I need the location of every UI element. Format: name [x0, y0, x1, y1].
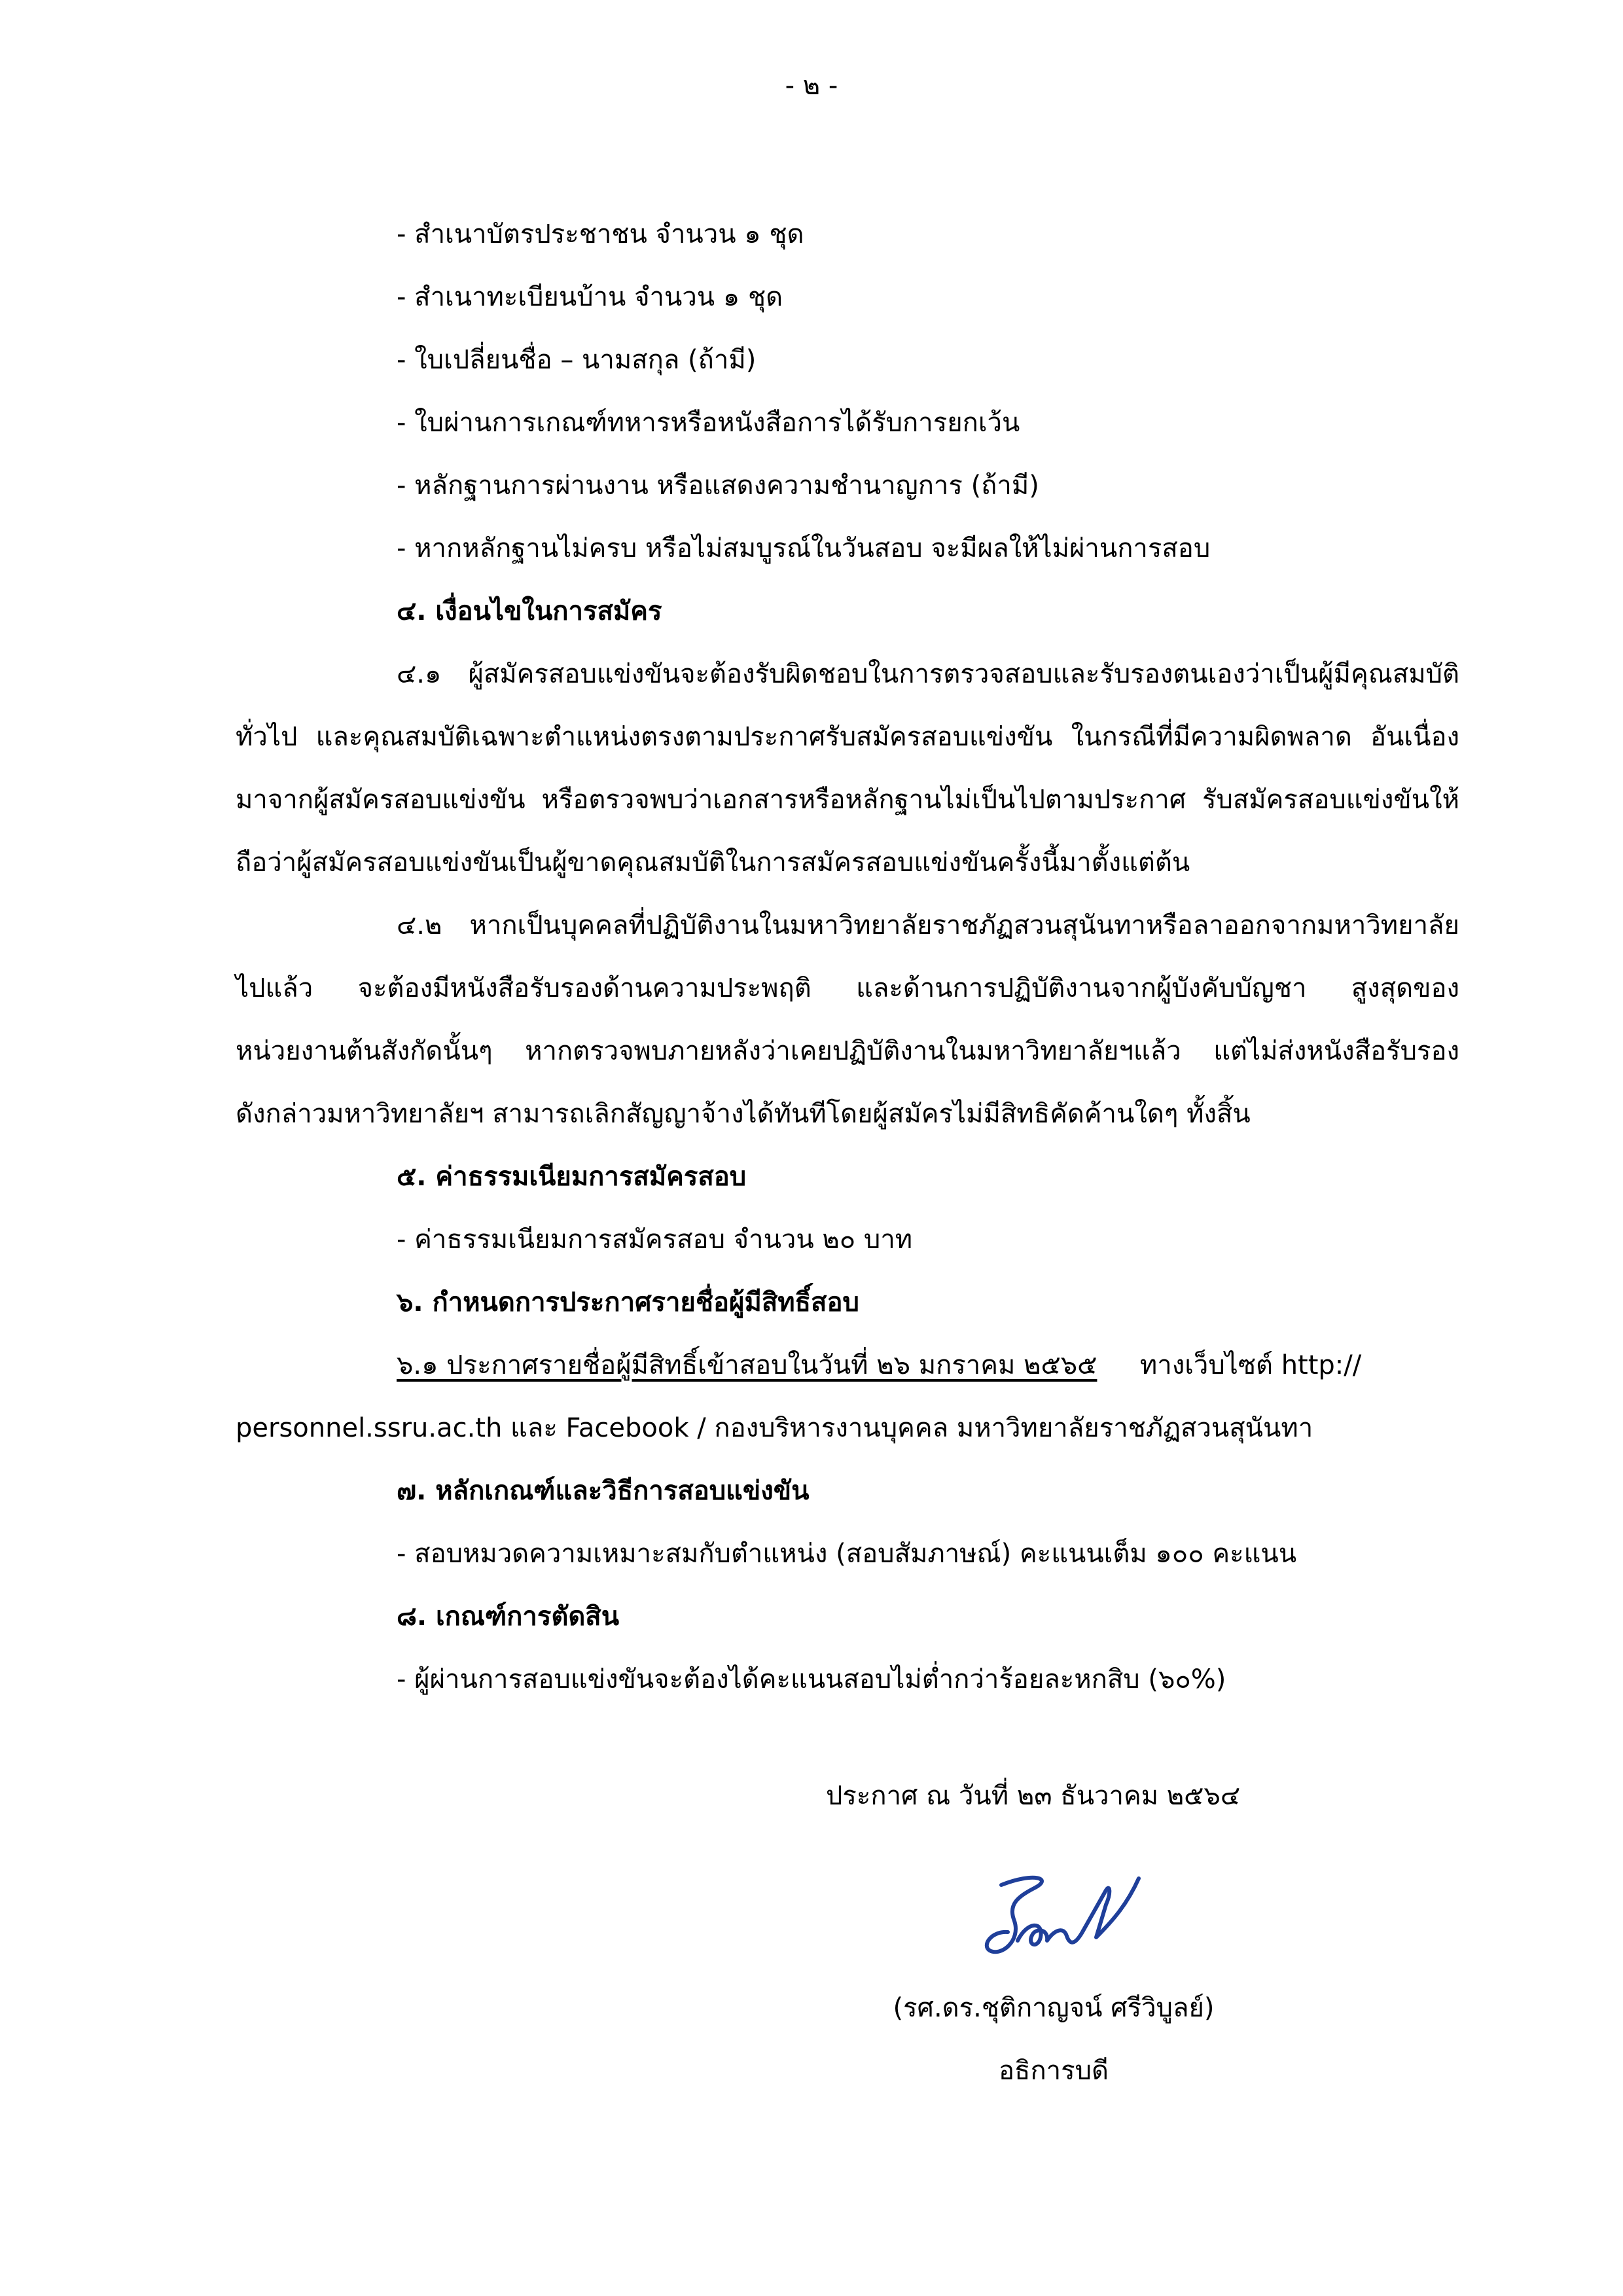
section-6-1-line-1: [397, 1347, 1361, 1384]
website-prefix: ทางเว็บไซต์ http://: [1139, 1350, 1362, 1380]
section-4-2-line-4: ดังกล่าวมหาวิทยาลัยฯ สามารถเลิกสัญญาจ้างได้ทันทีโดยผู้สมัครไม่มีสิทธิคัดค้านใดๆ ทั้งสิ้น: [236, 1099, 1251, 1129]
section-6-1-line-2: personnel.ssru.ac.th และ Facebook / กองบริหารงานบุคคล มหาวิทยาลัยราชภัฏสวนสุนันทา: [236, 1413, 1313, 1443]
section-6-heading: ๖. กำหนดการประกาศรายชื่อผู้มีสิทธิ์สอบ: [397, 1287, 859, 1318]
section-4-2-line-1: ๔.๒ หากเป็นบุคคลที่ปฏิบัติงานในมหาวิทยาลัยราชภัฏสวนสุนันทาหรือลาออกจากมหาวิทยาลัย: [397, 910, 1459, 941]
page-number: - ๒ -: [785, 71, 838, 101]
doc-item-incomplete-warning: - หากหลักฐานไม่ครบ หรือไม่สมบูรณ์ในวันสอบ จะมีผลให้ไม่ผ่านการสอบ: [397, 533, 1211, 564]
section-4-1-line-1: ๔.๑ ผู้สมัครสอบแข่งขันจะต้องรับผิดชอบในการตรวจสอบและรับรองตนเองว่าเป็นผู้มีคุณสมบัติ: [397, 659, 1459, 689]
section-4-2-line-2: ไปแล้ว จะต้องมีหนังสือรับรองด้านความประพฤติ และด้านการปฏิบัติงานจากผู้บังคับบัญชา สูงสุดของ: [236, 973, 1459, 1003]
section-7-criteria: - สอบหมวดความเหมาะสมกับตำแหน่ง (สอบสัมภาษณ์) คะแนนเต็ม ๑๐๐ คะแนน: [397, 1539, 1297, 1569]
section-7-heading: ๗. หลักเกณฑ์และวิธีการสอบแข่งขัน: [397, 1476, 810, 1506]
announcement-date: ประกาศ ณ วันที่ ๒๓ ธันวาคม ๒๕๖๔: [826, 1781, 1241, 1811]
signer-title: อธิการบดี: [999, 2056, 1109, 2086]
doc-item-name-change: - ใบเปลี่ยนชื่อ – นามสกุล (ถ้ามี): [397, 345, 757, 375]
handwritten-signature: [955, 1859, 1165, 1977]
doc-item-military: - ใบผ่านการเกณฑ์ทหารหรือหนังสือการได้รับการยกเว้น: [397, 408, 1020, 438]
section-5-heading: ๕. ค่าธรรมเนียมการสมัครสอบ: [397, 1162, 747, 1192]
section-8-heading: ๘. เกณฑ์การตัดสิน: [397, 1602, 620, 1632]
section-4-1-line-2: ทั่วไป และคุณสมบัติเฉพาะตำแหน่งตรงตามประกาศรับสมัครสอบแข่งขัน ในกรณีที่มีความผิดพลาด อันเนื่อง: [236, 722, 1459, 752]
section-5-fee: - ค่าธรรมเนียมการสมัครสอบ จำนวน ๒๐ บาท: [397, 1225, 913, 1255]
signer-name: (รศ.ดร.ชุติกาญจน์ ศรีวิบูลย์): [893, 1993, 1215, 2023]
section-8-passing-score: - ผู้ผ่านการสอบแข่งขันจะต้องได้คะแนนสอบไม่ต่ำกว่าร้อยละหกสิบ (๖๐%): [397, 1664, 1226, 1695]
announcement-date-underlined: ๖.๑ ประกาศรายชื่อผู้มีสิทธิ์เข้าสอบในวันที่ ๒๖ มกราคม ๒๕๖๕: [397, 1350, 1097, 1380]
section-4-2-line-3: หน่วยงานต้นสังกัดนั้นๆ หากตรวจพบภายหลังว่าเคยปฏิบัติงานในมหาวิทยาลัยฯแล้ว แต่ไม่ส่งหนังสือรับรอง: [236, 1036, 1459, 1066]
section-4-1-line-3: มาจากผู้สมัครสอบแข่งขัน หรือตรวจพบว่าเอกสารหรือหลักฐานไม่เป็นไปตามประกาศ รับสมัครสอบแข่งขันให้: [236, 785, 1459, 815]
doc-item-id-card: - สำเนาบัตรประชาชน จำนวน ๑ ชุด: [397, 219, 804, 249]
section-4-1-line-4: ถือว่าผู้สมัครสอบแข่งขันเป็นผู้ขาดคุณสมบัติในการสมัครสอบแข่งขันครั้งนี้มาตั้งแต่ต้น: [236, 848, 1190, 878]
doc-item-house-registration: - สำเนาทะเบียนบ้าน จำนวน ๑ ชุด: [397, 282, 783, 312]
section-4-heading: ๔. เงื่อนไขในการสมัคร: [397, 596, 662, 626]
doc-item-work-evidence: - หลักฐานการผ่านงาน หรือแสดงความชำนาญการ (ถ้ามี): [397, 471, 1039, 501]
